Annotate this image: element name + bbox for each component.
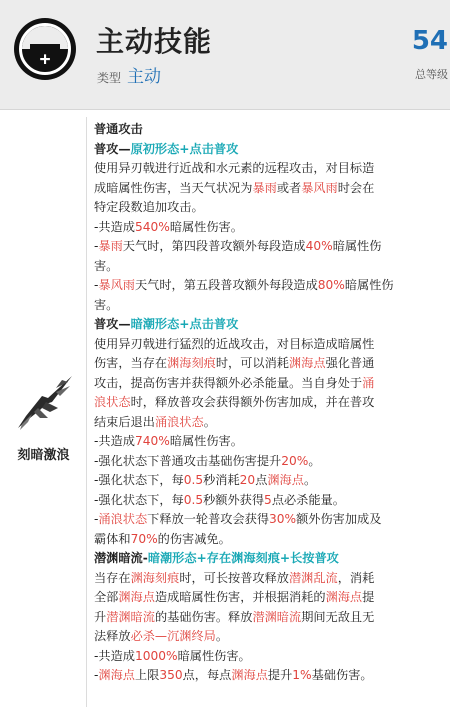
text-segment: 点，每点	[182, 668, 232, 682]
description-line	[94, 530, 450, 550]
text-segment: 成暗属性伤害，当天气状况为	[94, 180, 253, 195]
text-segment: -	[94, 512, 99, 526]
text-segment: -	[94, 668, 99, 682]
text-segment: 天气时，第五段普攻额外每段造成	[134, 278, 318, 292]
text-segment: -共造成	[94, 219, 135, 234]
text-segment: 期间无敌且无	[301, 609, 375, 624]
description-line	[94, 647, 450, 667]
highlight-term: 渊海点	[325, 590, 363, 604]
description-line	[94, 413, 450, 433]
skill-name: 刻暗激浪	[17, 448, 70, 463]
description-line	[94, 257, 450, 277]
description-line	[94, 237, 450, 257]
highlight-term: 渊海点	[231, 668, 268, 682]
condition-term: 原初形态+点击普攻	[130, 141, 239, 156]
text-segment: 普通攻击	[94, 122, 143, 136]
highlight-term: 40%	[305, 239, 333, 253]
description-line	[94, 276, 450, 296]
highlight-term: 必杀—沉渊终局	[130, 629, 216, 643]
text-segment: 暗属性伤害。	[177, 648, 251, 663]
highlight-term: 潜渊暗流	[252, 609, 302, 624]
highlight-term: 渊海刻痕	[167, 356, 216, 370]
type-label: 类型	[97, 71, 122, 85]
highlight-term: 涌	[362, 375, 375, 390]
text-segment: 点	[255, 473, 268, 487]
text-segment: 强化普通	[325, 356, 375, 370]
highlight-term: 暴风雨	[301, 180, 338, 195]
text-segment: 额外伤害加成及	[296, 512, 382, 526]
total-level-value: 54	[411, 26, 448, 56]
description-line	[94, 569, 450, 589]
text-segment: 暗属性伤	[332, 239, 382, 253]
text-segment: -共造成	[94, 434, 135, 448]
text-segment: 的伤害减免。	[157, 531, 231, 546]
text-segment: 。	[303, 473, 317, 487]
text-segment: 。	[203, 414, 216, 429]
text-segment: 普攻—	[94, 317, 131, 331]
plus-orb-icon: +	[14, 18, 76, 80]
skill-identity-cell	[0, 117, 87, 707]
text-segment: 害。	[94, 258, 119, 273]
text-segment: 的基础伤害。释放	[154, 609, 253, 624]
highlight-term: 20%	[281, 453, 309, 468]
text-segment: 特定段数追加攻击。	[94, 200, 204, 214]
description-line	[94, 393, 450, 413]
subsection-title-normal-attack-tide	[94, 315, 450, 335]
text-segment: 时，可长按普攻释放	[179, 570, 289, 585]
highlight-term: 540%	[134, 219, 170, 234]
highlight-term: 70%	[130, 531, 158, 546]
highlight-term: 0.5	[183, 473, 204, 487]
description-line	[94, 432, 450, 452]
text-segment: 使用异刃戟进行猛烈的近战攻击，对目标造成暗属性	[94, 336, 375, 351]
highlight-term: 暴雨	[98, 239, 123, 253]
text-segment: 下释放一轮普攻会获得	[147, 512, 270, 526]
highlight-term: 潜渊乱流	[289, 570, 338, 585]
highlight-term: 涌浪状态	[154, 414, 204, 429]
highlight-term: 20	[239, 473, 256, 487]
text-segment: -强化状态下，每	[94, 492, 184, 507]
total-level-label: 总等级	[415, 68, 448, 81]
section-title-normal-attack	[94, 120, 450, 140]
highlight-term: 暴雨	[252, 180, 277, 195]
highlight-term: 1000%	[134, 648, 178, 663]
text-segment: 或者	[276, 180, 302, 195]
skill-detail-row	[0, 110, 450, 707]
highlight-term: 350	[159, 668, 183, 682]
text-segment: -	[94, 278, 99, 292]
description-line	[94, 374, 450, 394]
text-segment: 结束后退出	[94, 414, 155, 429]
text-segment: 点必杀能量。	[271, 492, 345, 507]
description-line	[94, 608, 450, 628]
description-line	[94, 452, 450, 472]
text-segment: 秒额外获得	[203, 492, 265, 507]
text-segment: -强化状态下，每	[94, 473, 184, 487]
text-segment: -强化状态下普通攻击基础伤害提升	[94, 453, 282, 468]
text-segment: 提	[362, 590, 375, 604]
text-segment: 霸体和	[94, 531, 131, 546]
description-line	[94, 179, 450, 199]
highlight-term: 渊海点	[267, 473, 304, 487]
description-line	[94, 198, 450, 218]
condition-term: 暗潮形态+存在渊海刻痕+长按普攻	[147, 551, 339, 565]
highlight-term: 暴风雨	[98, 278, 135, 292]
text-segment: 潜渊暗流-	[94, 551, 148, 565]
description-line	[94, 588, 450, 608]
text-segment: 法释放	[94, 629, 131, 643]
text-segment: 造成暗属性伤害，并根据消耗的	[154, 590, 326, 604]
text-segment: -共造成	[94, 648, 135, 663]
subsection-title-normal-attack-initial	[94, 140, 450, 160]
text-segment: 暗属性伤害。	[169, 434, 243, 448]
skill-category-title: 主动技能	[96, 25, 213, 58]
highlight-term: 浪状态	[94, 395, 131, 409]
description-line	[94, 335, 450, 355]
description-line	[94, 471, 450, 491]
description-line	[94, 159, 450, 179]
text-segment: 全部	[94, 590, 119, 604]
skill-type-row	[97, 62, 161, 87]
text-segment: 。	[308, 453, 321, 468]
highlight-term: 渊海点	[289, 356, 326, 370]
text-segment: 时会在	[337, 180, 375, 195]
highlight-term: 渊海点	[118, 590, 155, 604]
text-segment: 时，可以消耗	[215, 356, 289, 370]
text-segment: 普攻—	[94, 141, 131, 156]
text-segment: 天气时，第四段普攻额外每段造成	[122, 239, 306, 253]
highlight-term: 30%	[269, 512, 297, 526]
highlight-term: 渊海点	[98, 668, 135, 682]
highlight-term: 涌浪状态	[98, 512, 148, 526]
text-segment: 上限	[134, 668, 160, 682]
text-segment: -	[94, 239, 99, 253]
text-segment: 秒消耗	[203, 473, 240, 487]
text-segment: 攻击，提高伤害并获得额外必杀能量。当自身处于	[94, 375, 363, 390]
text-segment: 当存在	[94, 570, 131, 585]
description-line	[94, 491, 450, 511]
condition-term: 暗潮形态+点击普攻	[130, 317, 239, 331]
highlight-term: 5	[264, 492, 272, 507]
text-segment: ，消耗	[337, 570, 375, 585]
text-segment: 伤害，当存在	[94, 356, 168, 370]
text-segment: 时，释放普攻会获得额外伤害加成，并在普攻	[130, 395, 375, 409]
highlight-term: 80%	[317, 278, 345, 292]
description-line	[94, 627, 450, 647]
text-segment: 基础伤害。	[311, 668, 373, 682]
description-line	[94, 218, 450, 238]
highlight-term: 1%	[292, 668, 312, 682]
description-line	[94, 354, 450, 374]
highlight-term: 潜渊暗流	[106, 609, 155, 624]
type-value: 主动	[127, 67, 162, 87]
highlight-term: 740%	[134, 434, 170, 448]
text-segment: 提升	[267, 668, 293, 682]
text-segment: 害。	[94, 297, 119, 312]
text-segment: 暗属性伤害。	[169, 219, 243, 234]
skill-header	[0, 0, 450, 110]
skill-description	[94, 120, 450, 686]
description-line	[94, 666, 450, 686]
winged-blade-icon	[12, 372, 76, 432]
text-segment: 升	[94, 609, 107, 624]
highlight-term: 0.5	[183, 492, 204, 507]
text-segment: 。	[215, 629, 229, 643]
subsection-title-abyss-flow	[94, 549, 450, 569]
text-segment: 暗属性伤	[344, 278, 394, 292]
highlight-term: 渊海刻痕	[130, 570, 180, 585]
text-segment: 使用异刃戟进行近战和水元素的远程攻击，对目标造	[94, 161, 375, 175]
description-line	[94, 510, 450, 530]
description-line	[94, 296, 450, 316]
